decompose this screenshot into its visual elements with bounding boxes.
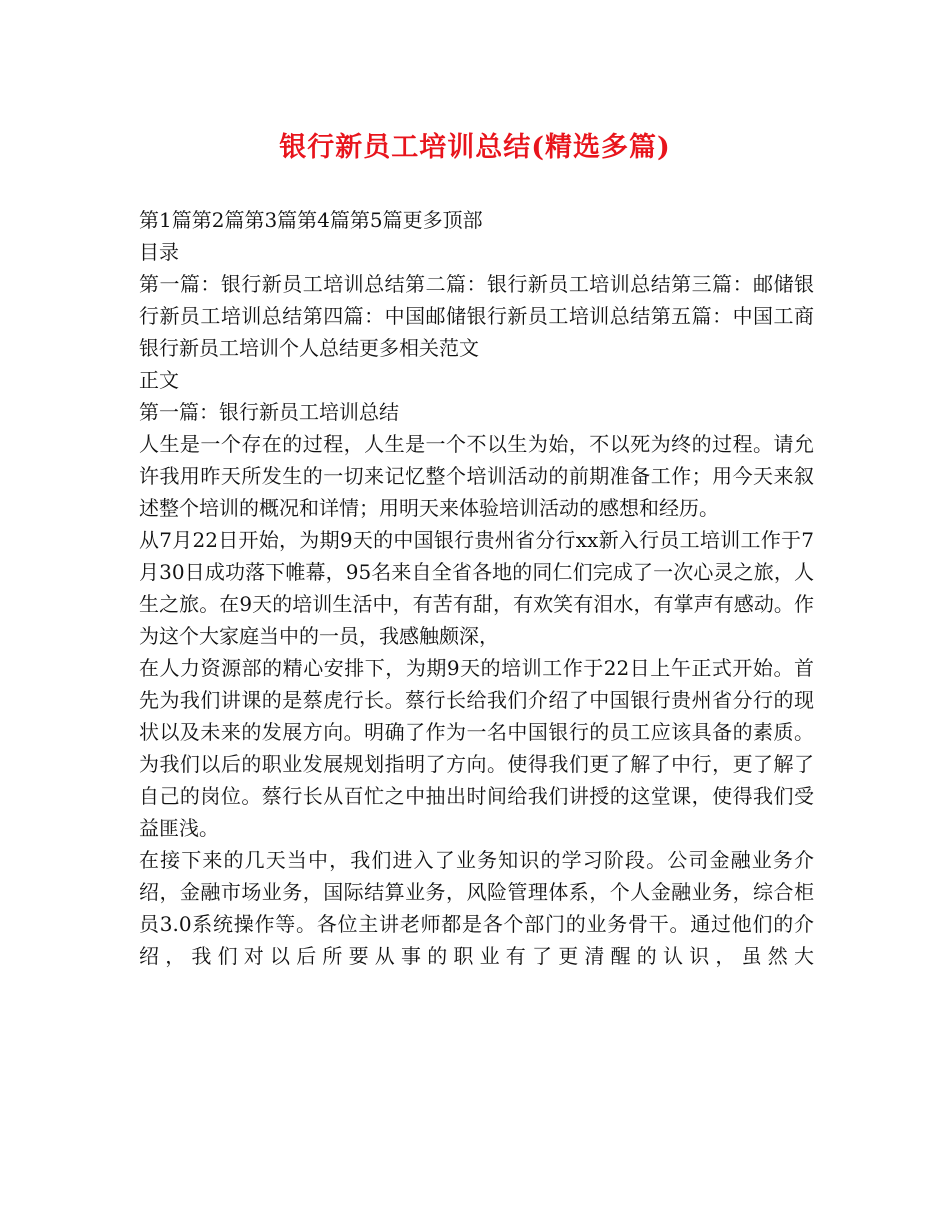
document-body <box>139 204 814 972</box>
paragraph: 人生是一个存在的过程，人生是一个不以生为始，不以死为终的过程。请允许我用昨天所发生的一切来记忆整个培训活动的前期准备工作；用今天来叙述整个培训的概况和详情；用明天来体验培训活动的感想和经历。 <box>139 432 814 520</box>
body-heading: 正文 <box>139 368 179 392</box>
nav-links: 第1篇第2篇第3篇第4篇第5篇更多顶部 <box>139 208 483 232</box>
section-heading: 第一篇：银行新员工培训总结 <box>139 400 399 424</box>
paragraph: 在人力资源部的精心安排下，为期9天的培训工作于22日上午正式开始。首先为我们讲课的是蔡虎行长。蔡行长给我们介绍了中国银行贵州省分行的现状以及未来的发展方向。明确了作为一名中国银行的员工应该具备的素质。为我们以后的职业发展规划指明了方向。使得我们更了解了中行，更了解了自己的岗位。蔡行长从百忙之中抽出时间给我们讲授的这堂课，使得我们受益匪浅。 <box>139 656 814 840</box>
toc-text: 第一篇：银行新员工培训总结第二篇：银行新员工培训总结第三篇：邮储银行新员工培训总结第四篇：中国邮储银行新员工培训总结第五篇：中国工商银行新员工培训个人总结更多相关范文 <box>139 272 814 360</box>
paragraph: 在接下来的几天当中，我们进入了业务知识的学习阶段。公司金融业务介绍，金融市场业务，国际结算业务，风险管理体系，个人金融业务，综合柜员3.0系统操作等。各位主讲老师都是各个部门的业务骨干。通过他们的介绍，我们对以后所要从事的职业有了更清醒的认识，虽然大 <box>139 848 814 968</box>
toc-heading: 目录 <box>139 240 179 264</box>
paragraph: 从7月22日开始，为期9天的中国银行贵州省分行xx新入行员工培训工作于7月30日成功落下帷幕，95名来自全省各地的同仁们完成了一次心灵之旅，人生之旅。在9天的培训生活中，有苦有甜，有欢笑有泪水，有掌声有感动。作为这个大家庭当中的一员，我感触颇深， <box>139 528 814 648</box>
document-title: 银行新员工培训总结(精选多篇) <box>279 132 671 163</box>
